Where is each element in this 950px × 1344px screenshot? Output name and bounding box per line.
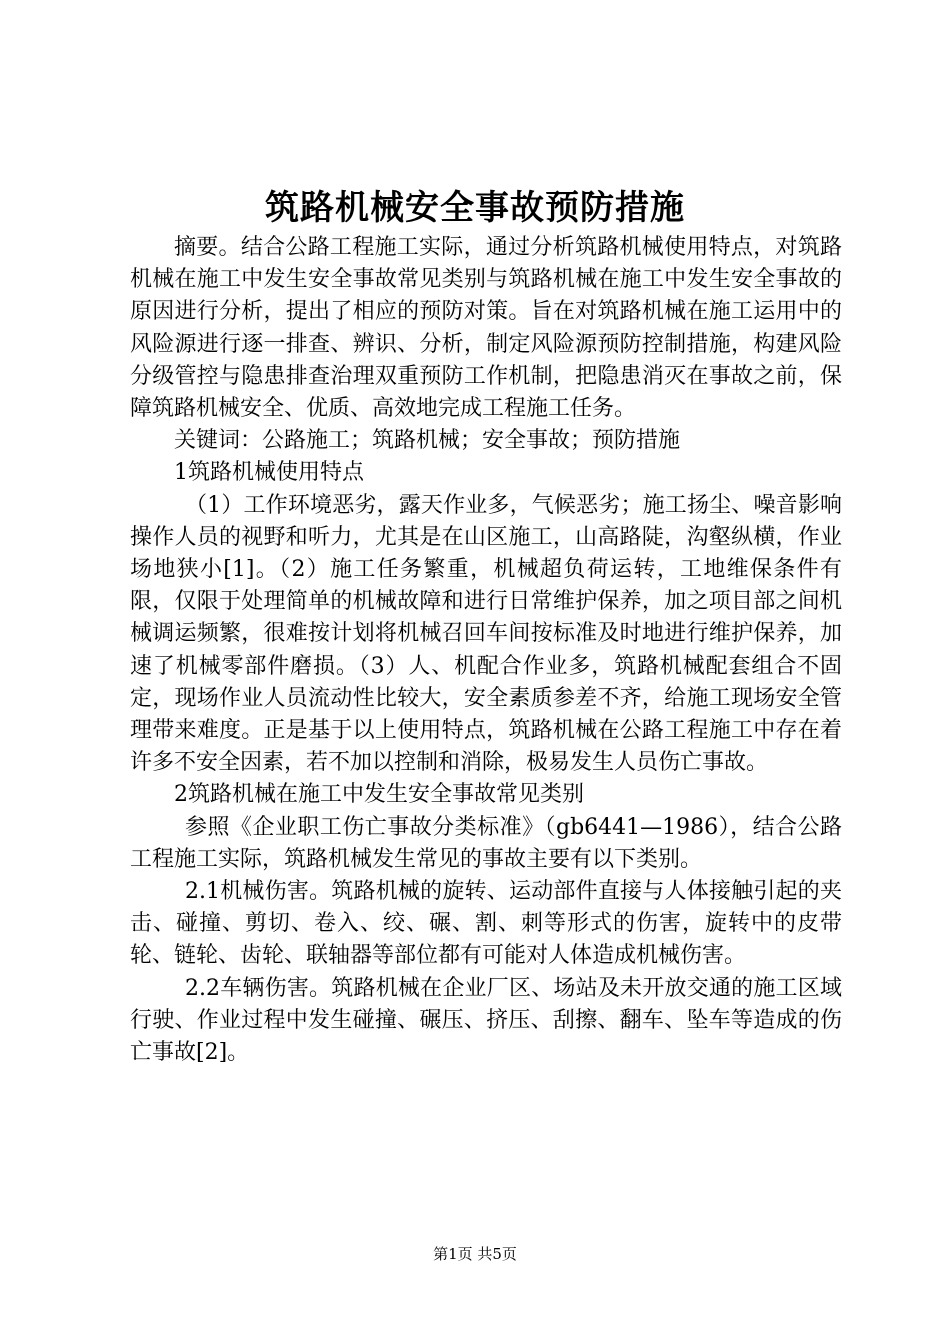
- subsection-paragraph: 2.1机械伤害。筑路机械的旋转、运动部件直接与人体接触引起的夹击、碰撞、剪切、卷入、绞、碾、割、刺等形式的伤害，旋转中的皮带轮、链轮、齿轮、联轴器等部位都有可能对人体造成机械伤害。: [130, 879, 842, 969]
- keywords-paragraph: 关键词：公路施工；筑路机械；安全事故；预防措施: [174, 428, 681, 454]
- body-paragraph: （1）工作环境恶劣，露天作业多，气候恶劣；施工扬尘、噪音影响操作人员的视野和听力，尤其是在山区施工，山高路陡，沟壑纵横，作业场地狭小[1]。（2）施工任务繁重，机械超负荷运转，工地维保条件有限，仅限于处理简单的机械故障和进行日常维护保养，加之项目部之间机械调运频繁，很难按计划将机械召回车间按标准及时地进行维护保养，加速了机械零部件磨损。（3）人、机配合作业多，筑路机械配套组合不固定，现场作业人员流动性比较大，安全素质参差不齐，给施工现场安全管理带来难度。正是基于以上使用特点，筑路机械在公路工程施工中存在着许多不安全因素，若不加以控制和消除，极易发生人员伤亡事故。: [130, 492, 842, 776]
- page-footer: 第1页 共5页: [433, 1245, 517, 1263]
- document-body: [130, 232, 842, 1069]
- document-title: 筑路机械安全事故预防措施: [265, 188, 685, 228]
- section-heading: 2筑路机械在施工中发生安全事故常见类别: [174, 782, 584, 808]
- abstract-paragraph: 摘要。结合公路工程施工实际，通过分析筑路机械使用特点，对筑路机械在施工中发生安全事故常见类别与筑路机械在施工中发生安全事故的原因进行分析，提出了相应的预防对策。旨在对筑路机械在施工运用中的风险源进行逐一排查、辨识、分析，制定风险源预防控制措施，构建风险分级管控与隐患排查治理双重预防工作机制，把隐患消灭在事故之前，保障筑路机械安全、优质、高效地完成工程施工任务。: [130, 235, 842, 422]
- body-paragraph: 参照《企业职工伤亡事故分类标准》（gb6441—1986），结合公路工程施工实际，筑路机械发生常见的事故主要有以下类别。: [130, 814, 842, 872]
- section-heading: 1筑路机械使用特点: [174, 460, 364, 486]
- subsection-paragraph: 2.2车辆伤害。筑路机械在企业厂区、场站及未开放交通的施工区域行驶、作业过程中发生碰撞、碾压、挤压、刮擦、翻车、坠车等造成的伤亡事故[2]。: [130, 975, 842, 1066]
